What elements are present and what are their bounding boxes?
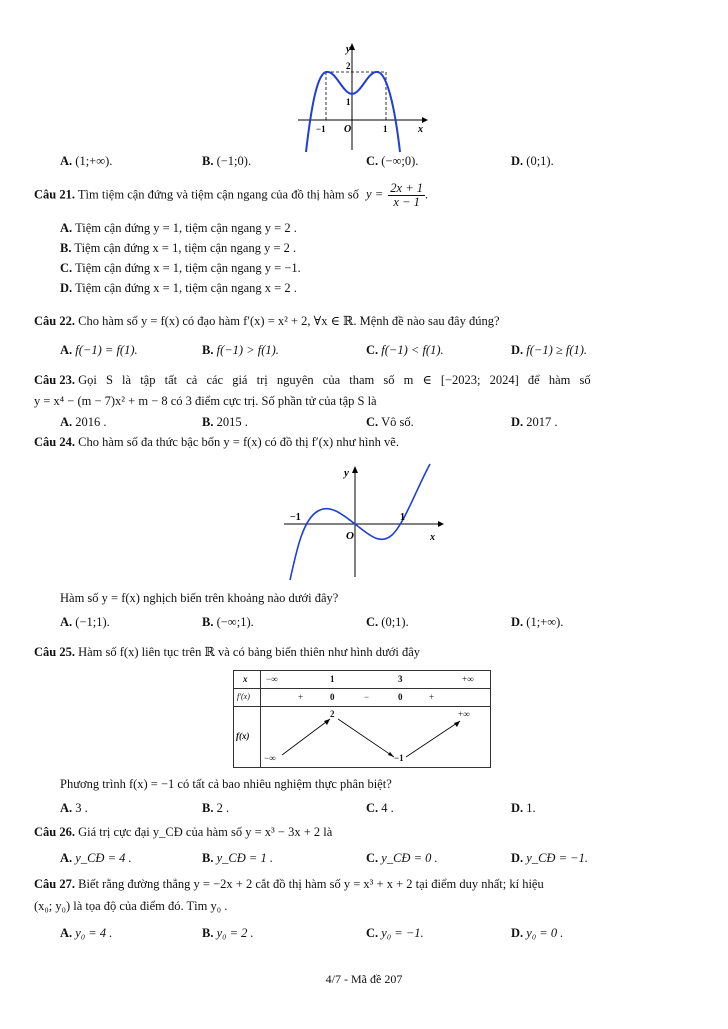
vt-f-min: −1 <box>394 753 404 763</box>
q21-frac-num: 2x + 1 <box>390 181 423 195</box>
q23-stem-line2 <box>34 393 699 410</box>
q22-text: Cho hàm số y = f(x) có đạo hàm f′(x) = x² + 2, ∀x ∈ ℝ. Mệnh đề nào sau đây đúng? <box>78 314 500 328</box>
vt-x-posinf: +∞ <box>462 674 474 684</box>
q24-tick-neg1: −1 <box>290 512 301 523</box>
q21-fraction <box>388 182 425 209</box>
q26-option-b[interactable]: B. y_CĐ = 1 . <box>202 851 273 865</box>
vt-arrows <box>234 671 490 767</box>
q20-tick-2: 2 <box>346 61 351 71</box>
q23-stem <box>34 372 699 389</box>
q26-text: Giá trị cực đại y_CĐ của hàm số y = x³ − 3x + 2 là <box>78 825 333 839</box>
q21-option-d[interactable]: D. Tiệm cận đứng x = 1, tiệm cận ngang x = 2 . <box>60 281 297 295</box>
q24-option-c[interactable]: C. (0;1). <box>366 615 409 629</box>
q22-option-b[interactable]: B. f(−1) > f(1). <box>202 343 279 357</box>
q24-tick-1: 1 <box>400 512 405 523</box>
q20-option-b[interactable]: B. (−1;0). <box>202 154 252 168</box>
q24-origin-label: O <box>346 530 354 542</box>
q23-option-c[interactable]: C. Vô số. <box>366 415 414 429</box>
q21-option-c[interactable]: C. Tiệm cận đứng x = 1, tiệm cận ngang y = −1. <box>60 261 301 275</box>
q22-option-d[interactable]: D. f(−1) ≥ f(1). <box>511 343 588 357</box>
q20-graph <box>290 40 430 155</box>
vt-sign-3: − <box>364 692 370 702</box>
q23-option-b[interactable]: B. 2015 . <box>202 415 248 429</box>
q25-option-c[interactable]: C. 4 . <box>366 801 394 815</box>
q21-label: Câu 21. <box>34 187 75 202</box>
q24-option-a[interactable]: A. (−1;1). <box>60 615 110 629</box>
vt-sign-5: + <box>429 692 435 702</box>
q21-text: Tìm tiệm cận đứng và tiệm cận ngang của đồ thị hàm số <box>77 187 359 202</box>
q21-option-a[interactable]: A. Tiệm cận đứng y = 1, tiệm cận ngang y = 2 . <box>60 221 297 235</box>
q25-label: Câu 25. <box>34 645 75 659</box>
q20-y-label: y <box>346 44 351 55</box>
q20-x-label: x <box>418 124 423 135</box>
q23-text-2: y = x⁴ − (m − 7)x² + m − 8 có 3 điểm cực trị. Số phần tử của tập S là <box>34 394 377 408</box>
q26-options <box>60 849 700 867</box>
q26-option-a[interactable]: A. y_CĐ = 4 . <box>60 851 132 865</box>
q20-option-a[interactable]: A. (1;+∞). <box>60 154 113 168</box>
q22-stem <box>34 313 699 330</box>
variation-table <box>233 670 491 768</box>
q25-question: Phương trình f(x) = −1 có tất cả bao nhiêu nghiệm thực phân biệt? <box>60 777 392 791</box>
q21-fn-lhs: y = <box>366 187 384 202</box>
q27-stem-line2 <box>34 898 699 915</box>
q20-origin-label: O <box>344 124 352 135</box>
vt-f-label: f(x) <box>236 731 250 741</box>
q24-stem <box>34 434 699 451</box>
q20-tick-x1: 1 <box>383 124 388 134</box>
q24-label: Câu 24. <box>34 435 75 449</box>
vt-sign-1: + <box>298 692 304 702</box>
q26-label: Câu 26. <box>34 825 75 839</box>
q26-stem <box>34 824 699 841</box>
q23-label: Câu 23. <box>34 373 75 387</box>
vt-f-max: 2 <box>330 709 335 719</box>
q25-option-b[interactable]: B. 2 . <box>202 801 230 815</box>
q25-stem <box>34 644 699 661</box>
vt-sign-4: 0 <box>398 692 403 702</box>
q25-option-d[interactable]: D. 1. <box>511 801 536 815</box>
q27-option-b[interactable]: B. y₀ = 2 . <box>202 926 254 940</box>
q25-options <box>60 799 700 817</box>
q26-option-c[interactable]: C. y_CĐ = 0 . <box>366 851 438 865</box>
q23-options <box>60 413 700 431</box>
q27-option-a[interactable]: A. y₀ = 4 . <box>60 926 113 940</box>
q21-frac-den: x − 1 <box>393 195 420 209</box>
vt-f-start: −∞ <box>264 753 276 763</box>
q20-options <box>60 152 700 170</box>
q24-option-d[interactable]: D. (1;+∞). <box>511 615 564 629</box>
q27-text-1: Biết rằng đường thẳng y = −2x + 2 cắt đồ thị hàm số y = x³ + x + 2 tại điểm duy nhất; kí hiệu <box>78 877 544 891</box>
q22-option-a[interactable]: A. f(−1) = f(1). <box>60 343 138 357</box>
q25-option-a[interactable]: A. 3 . <box>60 801 88 815</box>
q24-options <box>60 613 700 631</box>
q22-options <box>60 341 700 359</box>
vt-x-label: x <box>243 674 248 684</box>
q24-graph <box>280 462 445 582</box>
q21-option-b[interactable]: B. Tiệm cận đứng x = 1, tiệm cận ngang y = 2 . <box>60 241 297 255</box>
q21-stem: Câu 21. Tìm tiệm cận đứng và tiệm cận ngang của đồ thị hàm số y = $\frac{2x + 1}{x - 1}$ . <box>34 181 429 209</box>
vt-x-3: 3 <box>398 674 403 684</box>
q23-text-1: Gọi S là tập tất cả các giá trị nguyên của tham số m ∈ [−2023; 2024] để hàm số <box>78 373 591 387</box>
q23-option-d[interactable]: D. 2017 . <box>511 415 558 429</box>
q23-option-a[interactable]: A. 2016 . <box>60 415 107 429</box>
q24-option-b[interactable]: B. (−∞;1). <box>202 615 254 629</box>
q27-options <box>60 924 700 942</box>
vt-sign-2: 0 <box>330 692 335 702</box>
q22-option-c[interactable]: C. f(−1) < f(1). <box>366 343 444 357</box>
q27-option-d[interactable]: D. y₀ = 0 . <box>511 926 564 940</box>
q26-option-d[interactable]: D. y_CĐ = −1. <box>511 851 588 865</box>
page-footer: 4/7 - Mã đề 207 <box>325 972 403 986</box>
q20-tick-neg1: −1 <box>316 124 326 134</box>
q24-x-label: x <box>430 532 435 543</box>
q24-question: Hàm số y = f(x) nghịch biến trên khoảng nào dưới đây? <box>60 591 339 605</box>
vt-x-1: 1 <box>330 674 335 684</box>
vt-fp-label: f′(x) <box>237 692 250 701</box>
vt-x-neginf: −∞ <box>266 674 278 684</box>
q27-label: Câu 27. <box>34 877 75 891</box>
q27-option-c[interactable]: C. y₀ = −1. <box>366 926 424 940</box>
q27-text-2: (x₀; y₀) là tọa độ của điểm đó. Tìm y₀ . <box>34 899 228 913</box>
q24-y-label: y <box>344 467 349 479</box>
q20-option-d[interactable]: D. (0;1). <box>511 154 554 168</box>
vt-f-end: +∞ <box>458 709 470 719</box>
q22-label: Câu 22. <box>34 314 75 328</box>
q24-text: Cho hàm số đa thức bậc bốn y = f(x) có đồ thị f′(x) như hình vẽ. <box>78 435 399 449</box>
q25-text: Hàm số f(x) liên tục trên ℝ và có bảng biến thiên như hình dưới đây <box>78 645 421 659</box>
q27-stem <box>34 876 699 893</box>
q20-tick-1: 1 <box>346 97 351 107</box>
q20-option-c[interactable]: C. (−∞;0). <box>366 154 419 168</box>
